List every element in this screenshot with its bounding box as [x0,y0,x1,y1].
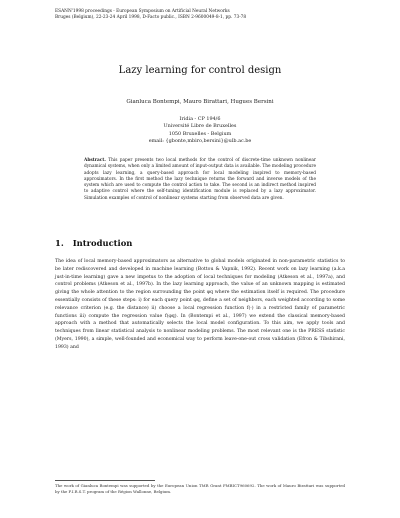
footnote: The work of Gianluca Bontempi was supported by the European Union TMR Grant FMBICT960692. The work of Mauro Birattari was supported by the F.I.R.S.T. program of the Région Wallonne, Belgium. [55,483,345,494]
abstract-label: Abstract. [84,158,106,163]
footnote-divider [55,480,155,481]
introduction-paragraph: The idea of local memory-based approximators as alternative to global models originated in non-parametric statistics to be later rediscovered and developed in machine learning (Bottou & Vapnik, 1992). Recent work on lazy learning (a.k.a just-in-time learning) gave a new impetus to the adoption of local techniques for modeling (Atkeson et al., 1997a), and control problems (Atkeson et al., 1997b). In the lazy learning approach, the value of an unknown mapping is estimated giving the whole attention to the region surrounding the point φq where the estimation itself is required. The procedure essentially consists of these steps: i) for each query point φq, define a set of neighbors, each weighted according to some relevance criterion (e.g. the distance) ii) choose a local regression function f(·) in a restricted family of parametric functions iii) compute the regression value f(φq). In (Bontempi et al., 1997) we extend the classical memory-based approach with a method that automatically selects the local model configuration. To this aim, we apply tools and techniques from linear statistical analysis to nonlinear modeling problems. The most relevant one is the PRESS statistic (Myers, 1990), a simple, well-founded and economical way to perform leave-one-out cross validation (Efron & Tibshirani, 1993) and [55,259,345,350]
section-title: Introduction [72,238,133,248]
author-list: Gianluca Bontempi, Mauro Birattari, Hugues Bersini [126,99,274,105]
paper-title: Lazy learning for control design [118,65,282,76]
section-heading [55,238,132,248]
proceedings-header [55,9,246,21]
proceedings-line-2: Bruges (Belgium), 22-23-24 April 1998, D-Facto public., ISBN 2-9600049-8-1, pp. 73-78 [55,15,247,20]
abstract [84,158,316,202]
affiliation-line-2: Université Libre de Bruxelles [163,123,237,130]
abstract-text: This paper presents two local methods for the control of discrete-time unknown nonlinear dynamical systems, when only a limited amount of input-output data is available. The modeling procedure adopts lazy learning, a query-based approach for local modeling inspired to memory-based approximators. In the first method the lazy technique returns the forward and inverse models of the system which are used to compute the control action to take. The second is an indirect method inspired to adaptive control where the self-tuning identification module is replaced by a lazy approximator. Simulation examples of control of nonlinear systems starting from observed data are given. [84,158,316,201]
affiliation-line-1: Iridia - CP 194/6 [179,116,221,122]
section-number: 1. [55,238,64,248]
proceedings-line-1: ESANN'1998 proceedings - European Symposium on Artificial Neural Networks [55,9,230,14]
affiliation-email: email: {gbonte,mbiro,bersini}@ulb.ac.be [148,138,252,145]
affiliation-block [0,116,400,146]
affiliation-line-3: 1050 Bruxelles - Belgium [168,130,232,137]
